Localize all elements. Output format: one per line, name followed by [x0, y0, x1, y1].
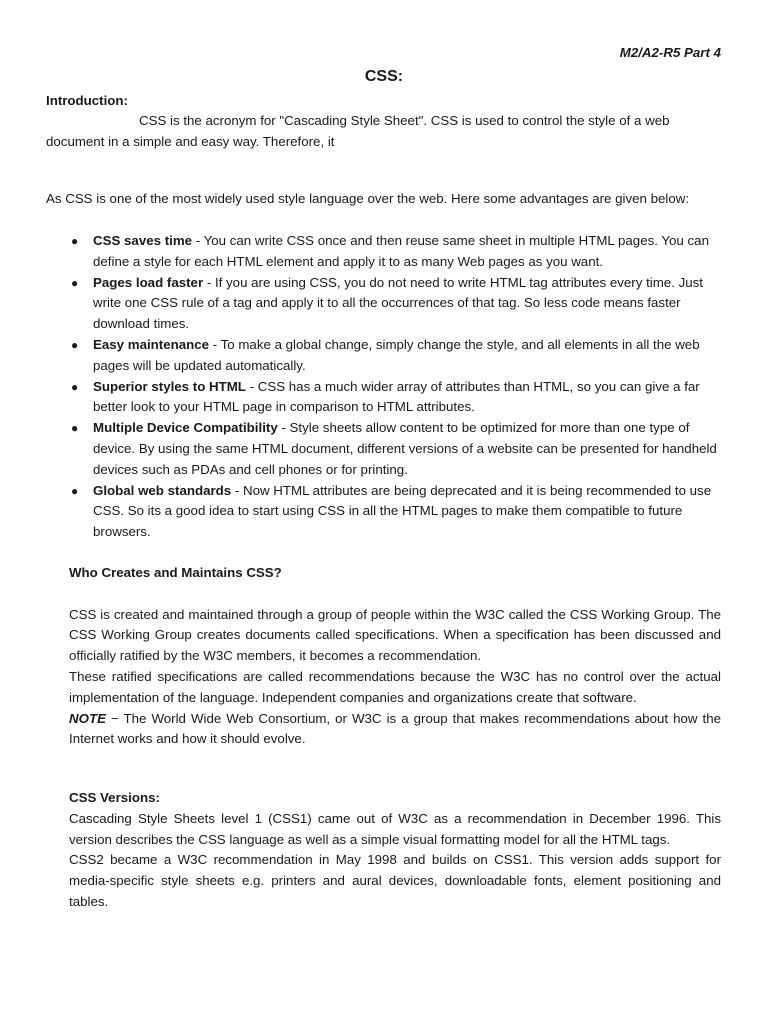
advantage-text: - You can write CSS once and then reuse same sheet in multiple HTML pages. You can define a style for each HTML element and apply it to as many Web pages as you want. — [93, 233, 709, 269]
advantage-term: Pages load faster — [93, 274, 204, 290]
advantage-term: Superior styles to HTML — [93, 378, 246, 394]
css-versions-heading: CSS Versions: — [69, 790, 160, 805]
introduction-paragraph: CSS is the acronym for "Cascading Style Sheet". CSS is used to control the style of a web document in a simple and easy way. Therefore, it — [46, 113, 670, 149]
advantage-text: - Style sheets allow content to be optimized for more than one type of device. By using the same HTML document, different versions of a website can be presented for handheld devices such as PDAs and cell phones or for printing. — [93, 420, 717, 477]
advantages-list — [46, 231, 722, 543]
bullet-icon: ● — [71, 483, 79, 498]
who-creates-paragraph-1: CSS is created and maintained through a group of people within the W3C called the CSS Working Group. The CSS Working Group creates documents called specifications. When a specification has been discussed and officially ratified by the W3C members, it becomes a recommendation. — [69, 606, 721, 664]
who-creates-heading: Who Creates and Maintains CSS? — [69, 565, 282, 580]
bullet-icon: ● — [71, 234, 79, 248]
bullet-icon: ● — [71, 421, 79, 436]
note-text: − The World Wide Web Consortium, or W3C is a group that makes recommendations about how the Internet works and how it should evolve. — [69, 710, 721, 747]
list-item — [46, 335, 722, 377]
note-paragraph — [69, 709, 721, 751]
bullet-icon: ● — [71, 337, 79, 352]
advantage-term: Easy maintenance — [93, 336, 210, 352]
advantages-intro: As CSS is one of the most widely used style language over the web. Here some advantages are given below: — [46, 191, 690, 206]
document-reference: M2/A2-R5 Part 4 — [619, 45, 721, 60]
css-versions-section — [69, 788, 721, 913]
advantage-text: - If you are using CSS, you do not need to write HTML tag attributes every time. Just write one CSS rule of a tag and apply it to all the occurrences of that tag. So less code means faster download times. — [93, 274, 703, 332]
css-versions-paragraph-2: CSS2 became a W3C recommendation in May 1998 and builds on CSS1. This version adds support for media-specific style sheets e.g. printers and aural devices, downloadable fonts, element positioning and tables. — [69, 852, 721, 909]
list-item — [46, 231, 722, 273]
page-title: CSS: — [364, 68, 404, 85]
list-item — [46, 273, 722, 335]
advantage-term: Multiple Device Compatibility — [93, 420, 278, 436]
introduction-heading: Introduction: — [46, 93, 128, 108]
advantage-term: Global web standards — [93, 482, 232, 498]
who-creates-section — [69, 563, 721, 750]
bullet-icon: ● — [71, 275, 79, 290]
advantage-text: - CSS has a much wider array of attributes than HTML, so you can give a far better look to your HTML page in comparison to HTML attributes. — [93, 378, 700, 415]
note-label: NOTE — [69, 710, 106, 726]
css-versions-paragraph-1: Cascading Style Sheets level 1 (CSS1) came out of W3C as a recommendation in December 1996. This version describes the CSS language as well as a simple visual formatting model for all the HTML tags. — [69, 810, 721, 847]
list-item — [46, 481, 722, 543]
bullet-icon: ● — [71, 379, 79, 394]
list-item — [46, 418, 722, 480]
advantage-text: - To make a global change, simply change the style, and all elements in all the web pages will be updated automatically. — [93, 336, 700, 373]
who-creates-paragraph-2: These ratified specifications are called recommendations because the W3C has no control over the actual implementation of the language. Independent companies and organizations create that software. — [69, 668, 721, 705]
advantage-term: CSS saves time — [93, 233, 193, 248]
list-item — [46, 377, 722, 419]
advantage-text: - Now HTML attributes are being deprecated and it is being recommended to use CSS. So its a good idea to start using CSS in all the HTML pages to make them compatible to future browsers. — [93, 482, 712, 540]
